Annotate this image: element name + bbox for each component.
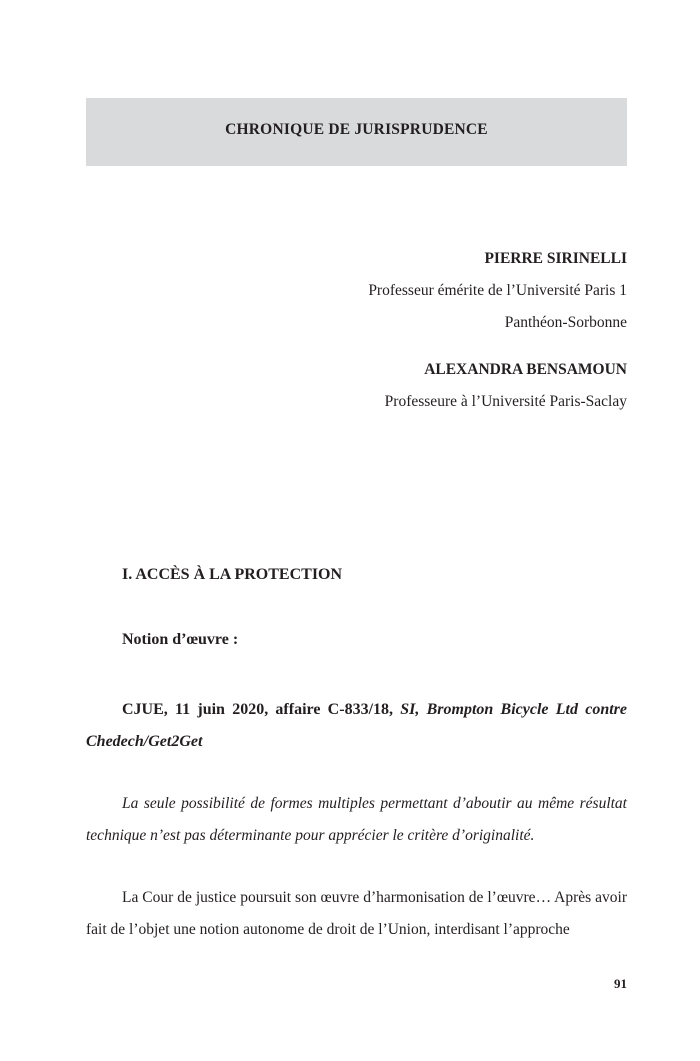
author-affiliation: Professeure à l’Université Paris-Saclay	[384, 393, 627, 410]
author-block-1	[227, 247, 627, 335]
case-parties: SI, Brompton Bicycle Ltd contre Chedech/Get2Get	[86, 701, 628, 750]
chronicle-banner	[86, 98, 627, 166]
case-reference	[86, 694, 627, 758]
author-affiliation: Professeur émérite de l’Université Paris 1	[368, 282, 627, 299]
section-heading: I. ACCÈS À LA PROTECTION	[122, 566, 343, 583]
case-summary: La seule possibilité de formes multiples permettant d’aboutir au même résultat technique n’est pas déterminante pour apprécier le critère d’originalité.	[86, 795, 627, 844]
subsection-heading: Notion d’œuvre :	[122, 631, 239, 648]
author-block-2	[227, 358, 627, 414]
author-name: PIERRE SIRINELLI	[484, 250, 627, 267]
author-name: ALEXANDRA BENSAMOUN	[424, 361, 627, 378]
banner-title: CHRONIQUE DE JURISPRUDENCE	[225, 121, 488, 138]
page-number: 91	[614, 976, 627, 991]
author-affiliation: Panthéon-Sorbonne	[504, 314, 627, 331]
case-citation: CJUE, 11 juin 2020, affaire C-833/18,	[122, 701, 394, 718]
body-paragraph: La Cour de justice poursuit son œuvre d’harmonisation de l’œuvre… Après avoir fait de l’objet une notion autonome de droit de l’Union, interdisant l’approche	[86, 889, 627, 938]
